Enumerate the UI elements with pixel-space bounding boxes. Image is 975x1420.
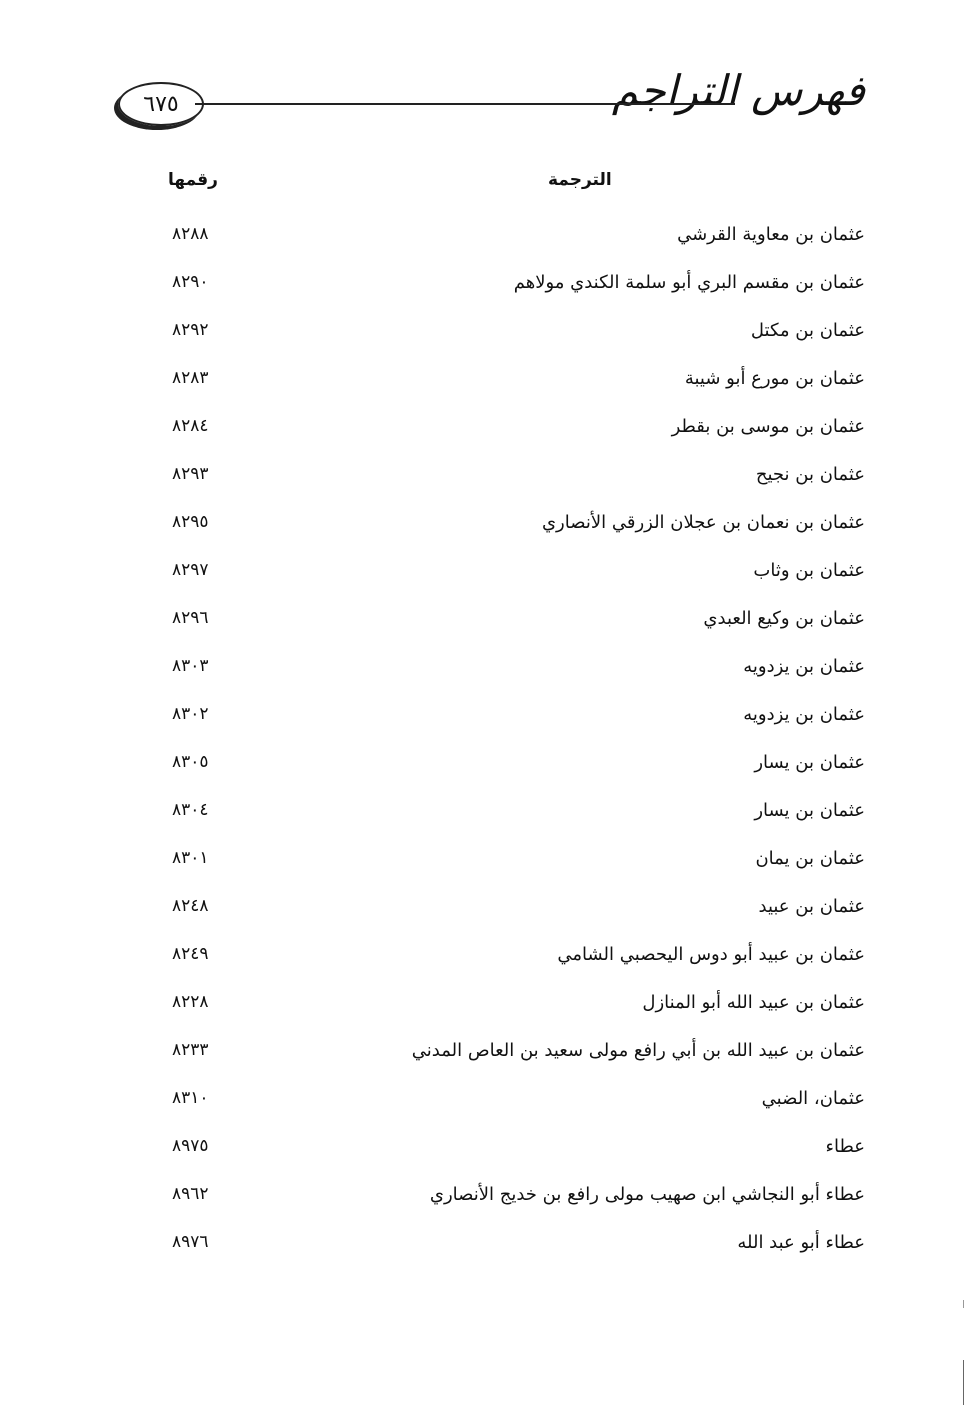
entry-name: عثمان بن يزدويه [743,655,865,677]
entry-name: عثمان، الضبي [761,1087,865,1109]
entry-name: عثمان بن يسار [754,751,865,773]
entry-number: ٨٣٠٤ [172,800,209,820]
entry-name: عثمان بن معاوية القرشي [677,223,865,245]
index-entry [160,642,865,690]
entry-number: ٨٢٤٩ [172,944,209,964]
index-list [160,210,865,1266]
entry-number: ٨٣٠١ [172,848,209,868]
index-entry [160,978,865,1026]
entry-number: ٨٩٦٢ [172,1184,209,1204]
page-number [118,82,204,126]
entry-name: عطاء [825,1135,865,1157]
column-header-number: رقمها [168,170,218,190]
index-entry [160,786,865,834]
entry-name: عثمان بن وكيع العبدي [703,607,865,629]
index-entry [160,450,865,498]
entry-number: ٨٩٧٦ [172,1232,209,1252]
entry-number: ٨٢٢٨ [172,992,209,1012]
index-entry [160,1026,865,1074]
entry-number: ٨٣٠٣ [172,656,209,676]
index-entry [160,834,865,882]
entry-number: ٨٢٩٣ [172,464,209,484]
entry-name: عثمان بن مقسم البري أبو سلمة الكندي مولاهم [513,271,865,293]
index-entry [160,306,865,354]
entry-name: عثمان بن يزدويه [743,703,865,725]
index-entry [160,1074,865,1122]
entry-name: عثمان بن عبيد [758,895,865,917]
entry-number: ٨٣٠٢ [172,704,209,724]
index-entry [160,930,865,978]
header-rule [195,103,735,105]
entry-name: عثمان بن وثاب [753,559,865,581]
entry-name: عثمان بن يمان [755,847,865,869]
entry-name: عثمان بن مورع أبو شيبة [684,367,865,389]
entry-name: عثمان بن نعمان بن عجلان الزرقي الأنصاري [541,511,865,533]
index-entry [160,402,865,450]
index-entry [160,210,865,258]
entry-name: عثمان بن يسار [754,799,865,821]
index-entry [160,258,865,306]
entry-number: ٨٩٧٥ [172,1136,209,1156]
entry-name: عثمان بن نجيح [755,463,865,485]
entry-number: ٨٢٨٤ [172,416,209,436]
index-entry [160,1122,865,1170]
index-entry [160,498,865,546]
index-entry [160,354,865,402]
entry-number: ٨٢٩٢ [172,320,209,340]
page-title: فهرس التراجم [611,66,865,115]
entry-number: ٨٢٨٨ [172,224,209,244]
entry-name: عطاء أبو عبد الله [737,1231,865,1253]
entry-number: ٨٢٩٧ [172,560,209,580]
scan-edge-mark [963,1360,964,1405]
entry-name: عثمان بن عبيد الله أبو المنازل [642,991,865,1013]
entry-number: ٨٢٣٣ [172,1040,209,1060]
entry-name: عطاء أبو النجاشي ابن صهيب مولى رافع بن خديج الأنصاري [429,1183,865,1205]
entry-number: ٨٣١٠ [172,1088,209,1108]
entry-number: ٨٢٩٦ [172,608,209,628]
index-entry [160,690,865,738]
entry-number: ٨٢٨٣ [172,368,209,388]
entry-name: عثمان بن عبيد أبو دوس اليحصبي الشامي [557,943,865,965]
index-entry [160,738,865,786]
entry-name: عثمان بن موسى بن بقطر [671,415,865,437]
entry-number: ٨٢٩٠ [172,272,209,292]
page-number-text: ٦٧٥ [143,91,179,117]
index-entry [160,546,865,594]
index-entry [160,1218,865,1266]
index-entry [160,1170,865,1218]
column-header-name: الترجمة [548,170,612,190]
entry-number: ٨٢٤٨ [172,896,209,916]
entry-name: عثمان بن عبيد الله بن أبي رافع مولى سعيد بن العاص المدني [411,1039,865,1061]
entry-name: عثمان بن مكتل [750,319,865,341]
entry-number: ٨٣٠٥ [172,752,209,772]
index-entry [160,594,865,642]
scan-edge-mark [963,1300,964,1308]
entry-number: ٨٢٩٥ [172,512,209,532]
index-entry [160,882,865,930]
